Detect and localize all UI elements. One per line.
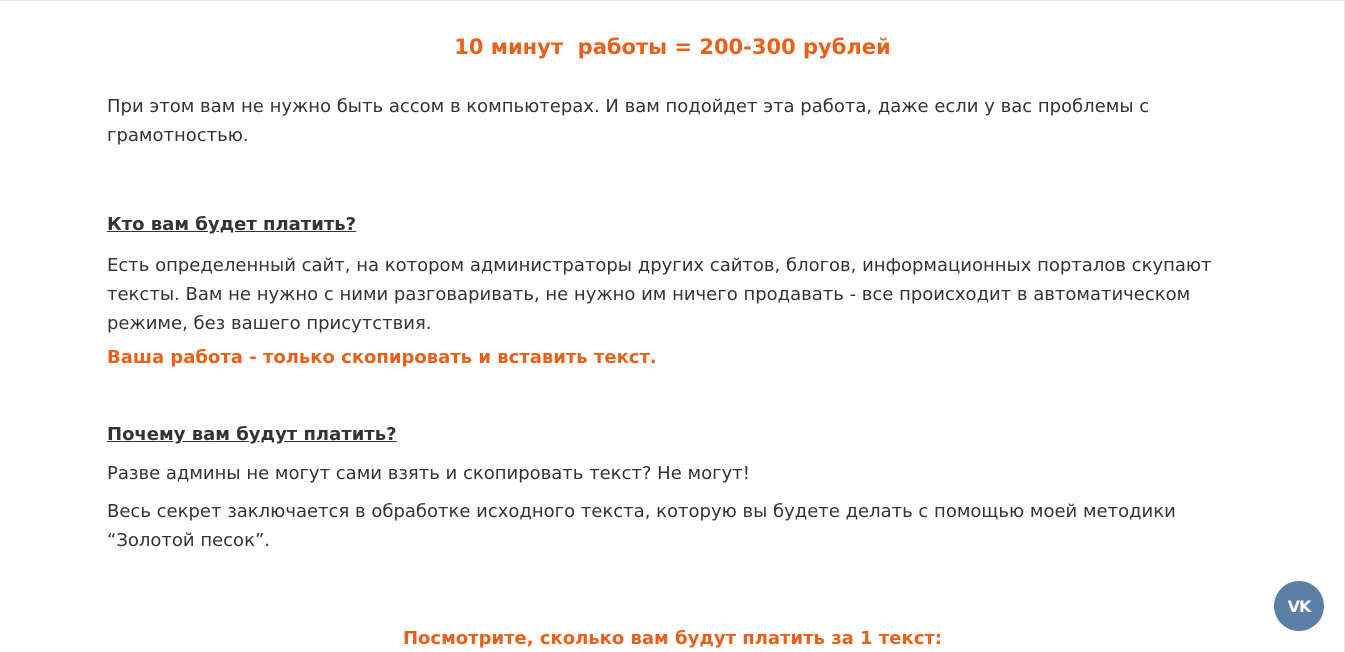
section-why-pay-line2: Весь секрет заключается в обработке исходного текста, которую вы будете делать с помощью моей методики “Золотой песок”. [107, 501, 1176, 551]
section-why-pay-heading: Почему вам будут платить? [107, 424, 397, 445]
vk-icon: VK [1287, 596, 1311, 616]
price-cta-heading: Посмотрите, сколько вам будут платить за 1 текст: [402, 628, 943, 649]
section-who-pays-accent: Ваша работа - только скопировать и вставить текст. [107, 347, 657, 368]
vk-widget-button[interactable] [1274, 581, 1324, 631]
headline: 10 минут работы = 200-300 рублей [454, 35, 891, 59]
section-why-pay-line1: Разве админы не могут сами взять и скопировать текст? Не могут! [107, 463, 750, 484]
section-who-pays-body: Есть определенный сайт, на котором администраторы других сайтов, блогов, информационных порталов скупают тексты. Вам не нужно с ними разговаривать, не нужно им ничего продавать - все происходит в автоматическом режиме, без вашего присутствия. [107, 255, 1212, 334]
intro-text: При этом вам не нужно быть ассом в компьютерах. И вам подойдет эта работа, даже если у вас проблемы с грамотностью. [107, 96, 1150, 146]
section-who-pays-heading: Кто вам будет платить? [107, 214, 357, 235]
